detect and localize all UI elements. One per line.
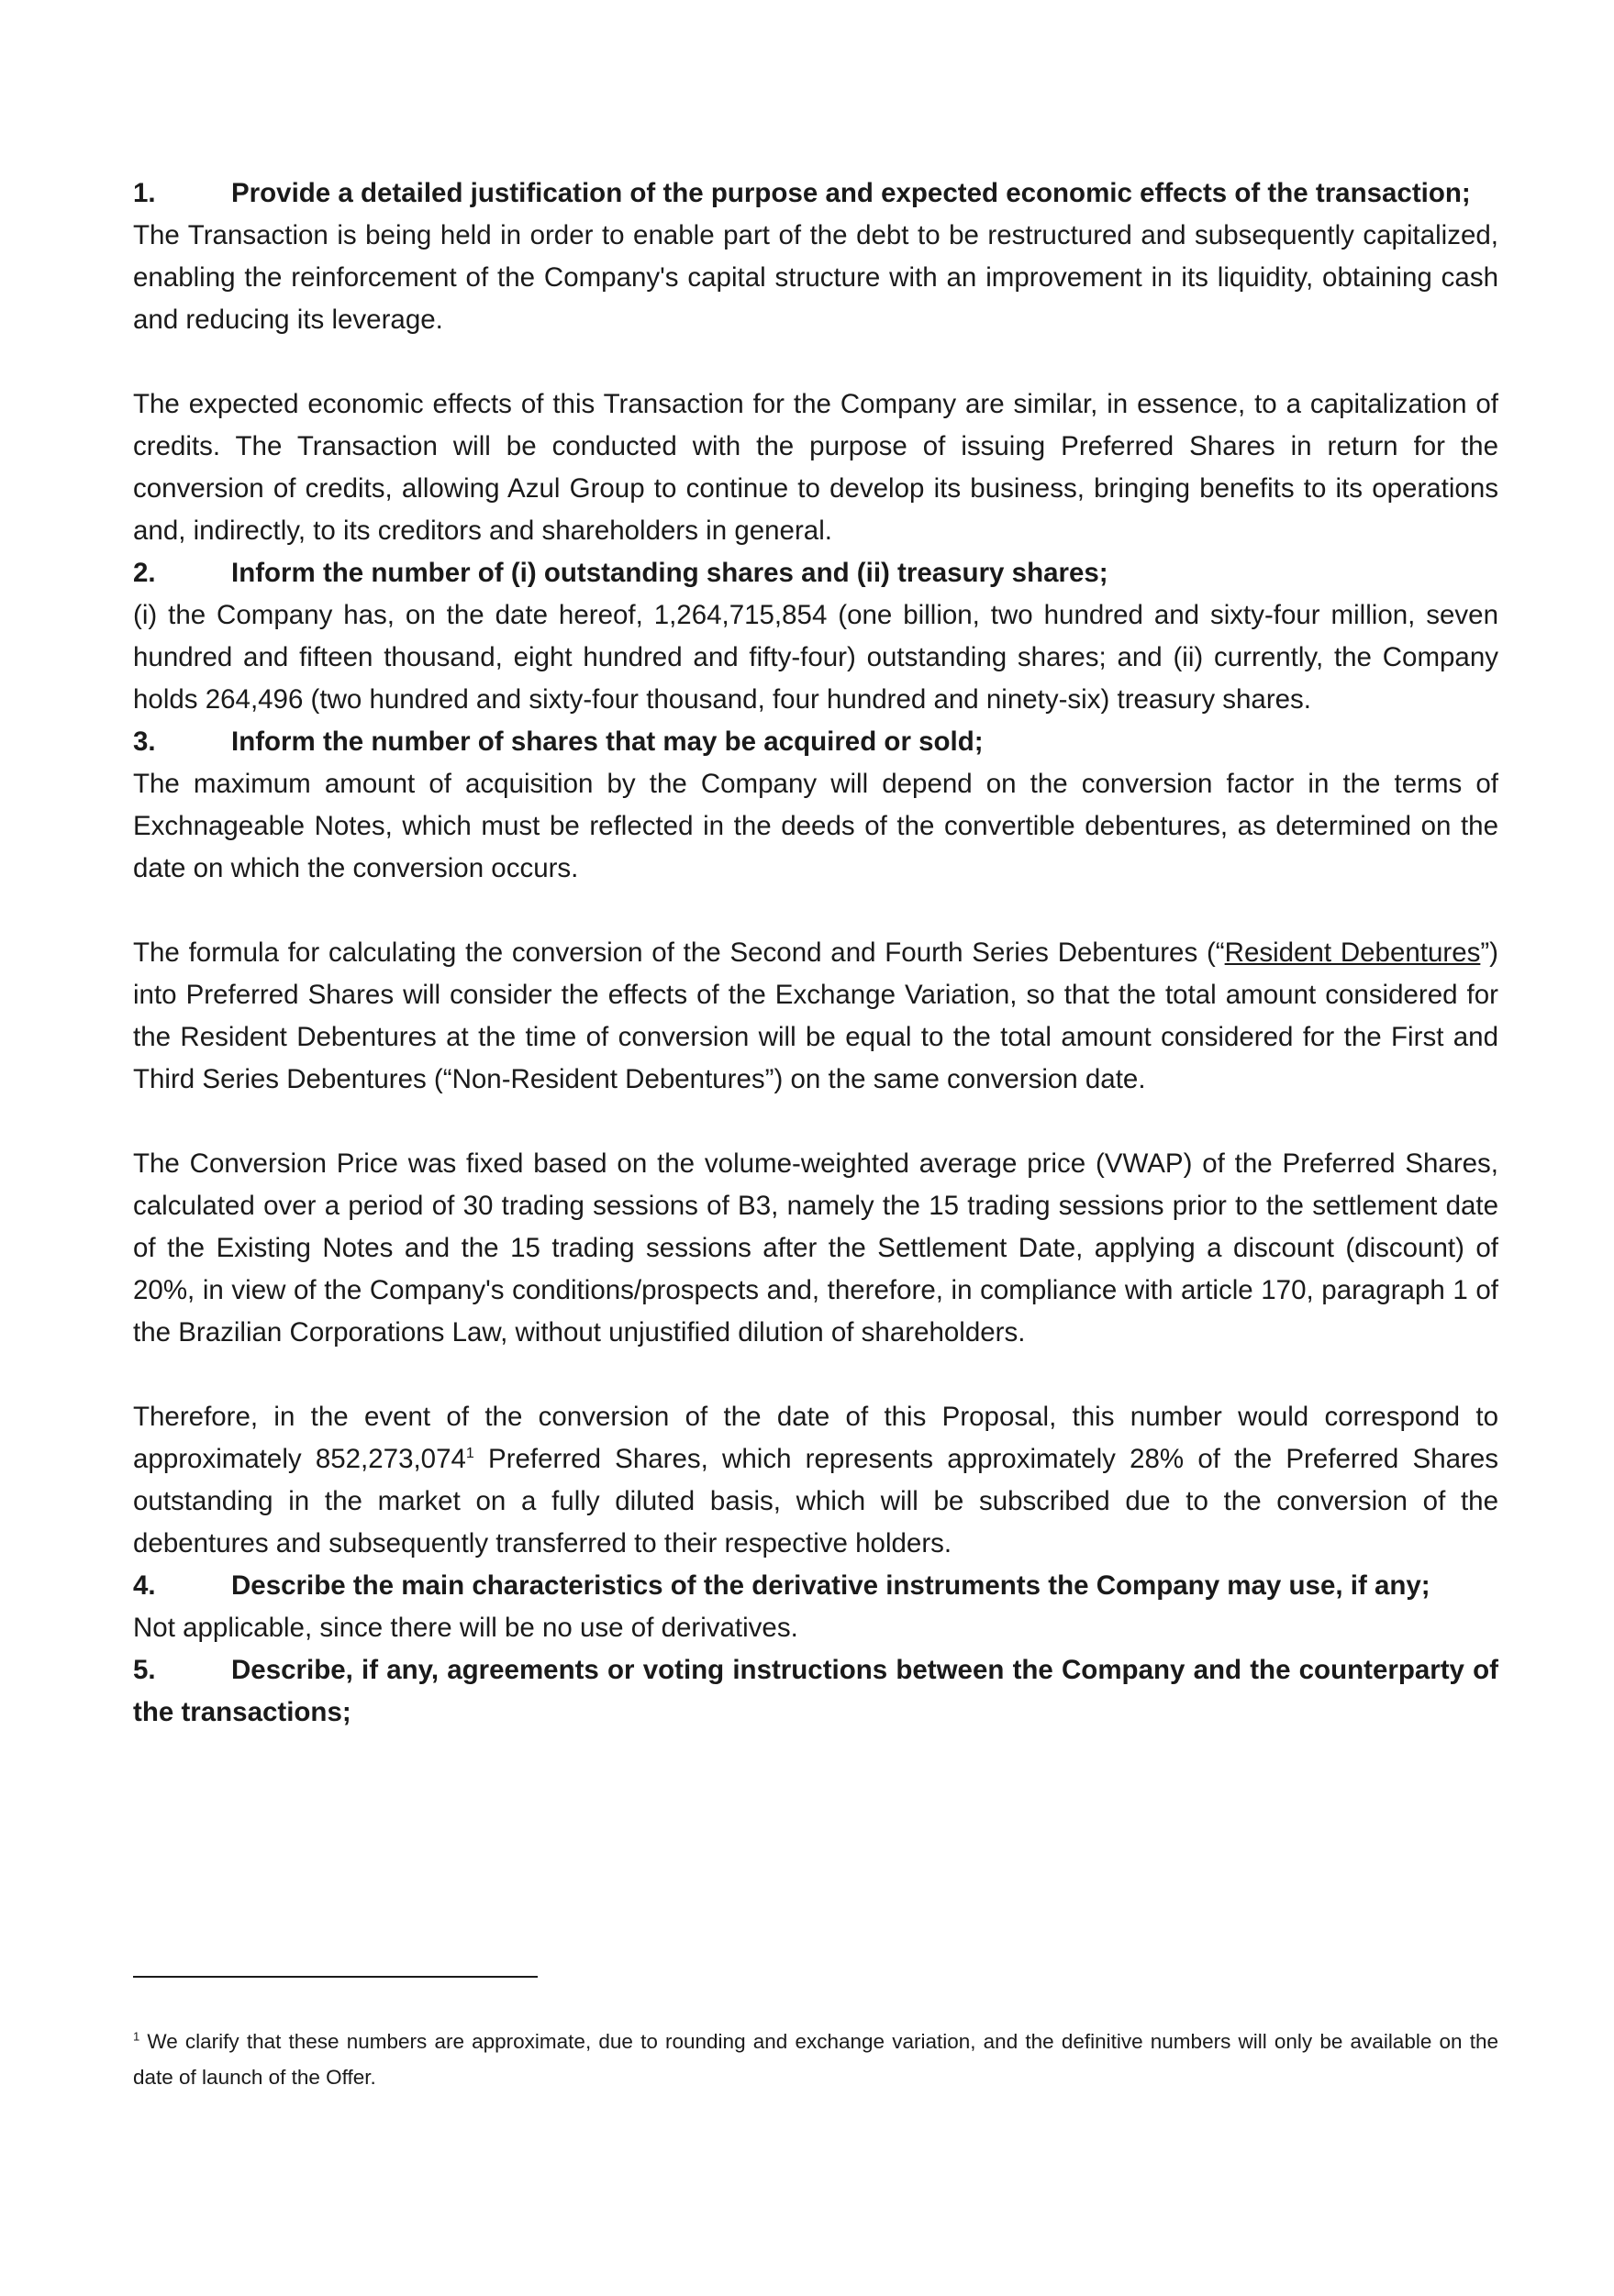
section-5-title: Describe, if any, agreements or voting instructions between the Company and the counterparty of the transactions; [133, 1655, 1498, 1727]
section-4-heading [133, 1565, 1498, 1607]
footnote-marker: 1 [133, 2029, 140, 2044]
footnote-text: We clarify that these numbers are approximate, due to rounding and exchange variation, and the definitive numbers will only be available on the date of launch of the Offer. [133, 2030, 1498, 2089]
section-3-paragraph-4-end: Preferred Shares, which represents approximately 28% of the Preferred Shares outstanding in the market on a fully diluted basis, which will be subscribed due to the conversion of the debentures and subsequently transferred to their respective holders. [133, 1444, 1498, 1558]
section-3-paragraph-2-end: ”) into Preferred Shares will consider the effects of the Exchange Variation, so that the total amount considered for the Resident Debentures at the time of conversion will be equal to the total amount considered for the First and Third Series Debentures (“Non-Resident Debentures”) on the same conversion date. [133, 937, 1499, 1094]
section-1-heading [133, 172, 1498, 215]
section-3-title: Inform the number of shares that may be acquired or sold; [231, 727, 984, 757]
section-2-heading [133, 552, 1498, 594]
document-body [133, 172, 1498, 1734]
section-3-paragraph-4 [133, 1396, 1498, 1565]
section-4-number: 4. [133, 1570, 156, 1601]
section-3-paragraph-2-start: The formula for calculating the conversion of the Second and Fourth Series Debentures (“ [133, 937, 1225, 968]
footnote-divider [133, 1976, 538, 1978]
section-5-heading [133, 1649, 1498, 1734]
section-1-number: 1. [133, 178, 156, 208]
section-4-title: Describe the main characteristics of the derivative instruments the Company may use, if any; [231, 1570, 1430, 1601]
resident-debentures-term: Resident Debentures [1224, 937, 1481, 968]
section-2-number: 2. [133, 558, 156, 588]
section-3-number: 3. [133, 727, 156, 757]
section-1-paragraph-1: The Transaction is being held in order to enable part of the debt to be restructured and subsequently capitalized, enabling the reinforcement of the Company's capital structure with an improvement in its liquidity, obtaining cash and reducing its leverage. [133, 220, 1498, 335]
section-4-paragraph-1: Not applicable, since there will be no use of derivatives. [133, 1613, 798, 1643]
section-3-paragraph-4-start: Therefore, in the event of the conversion of the date of this Proposal, this number would correspond to approximately 852,273,074 [133, 1402, 1498, 1474]
section-3-paragraph-1: The maximum amount of acquisition by the Company will depend on the conversion factor in the terms of Exchnageable Notes, which must be reflected in the deeds of the convertible debentures, as determined on the date on which the conversion occurs. [133, 769, 1498, 883]
section-1-title: Provide a detailed justification of the purpose and expected economic effects of the transaction; [231, 178, 1471, 208]
section-1-paragraph-2: The expected economic effects of this Transaction for the Company are similar, in essence, to a capitalization of credits. The Transaction will be conducted with the purpose of issuing Preferred Shares in return for the conversion of credits, allowing Azul Group to continue to develop its business, bringing benefits to its operations and, indirectly, to its creditors and shareholders in general. [133, 389, 1498, 546]
footnote [133, 2024, 1498, 2095]
footnote-reference: 1 [465, 1446, 474, 1462]
section-3-paragraph-2 [133, 932, 1498, 1101]
section-5-number: 5. [133, 1655, 156, 1685]
section-3-paragraph-3: The Conversion Price was fixed based on the volume-weighted average price (VWAP) of the Preferred Shares, calculated over a period of 30 trading sessions of B3, namely the 15 trading sessions prior to the settlement date of the Existing Notes and the 15 trading sessions after the Settlement Date, applying a discount (discount) of 20%, in view of the Company's conditions/prospects and, therefore, in compliance with article 170, paragraph 1 of the Brazilian Corporations Law, without unjustified dilution of shareholders. [133, 1148, 1498, 1348]
section-2-title: Inform the number of (i) outstanding shares and (ii) treasury shares; [231, 558, 1108, 588]
section-3-heading [133, 721, 1498, 763]
section-2-paragraph-1: (i) the Company has, on the date hereof, 1,264,715,854 (one billion, two hundred and sixty-four million, seven hundred and fifteen thousand, eight hundred and fifty-four) outstanding shares; and (ii) currently, the Company holds 264,496 (two hundred and sixty-four thousand, four hundred and ninety-six) treasury shares. [133, 600, 1498, 715]
